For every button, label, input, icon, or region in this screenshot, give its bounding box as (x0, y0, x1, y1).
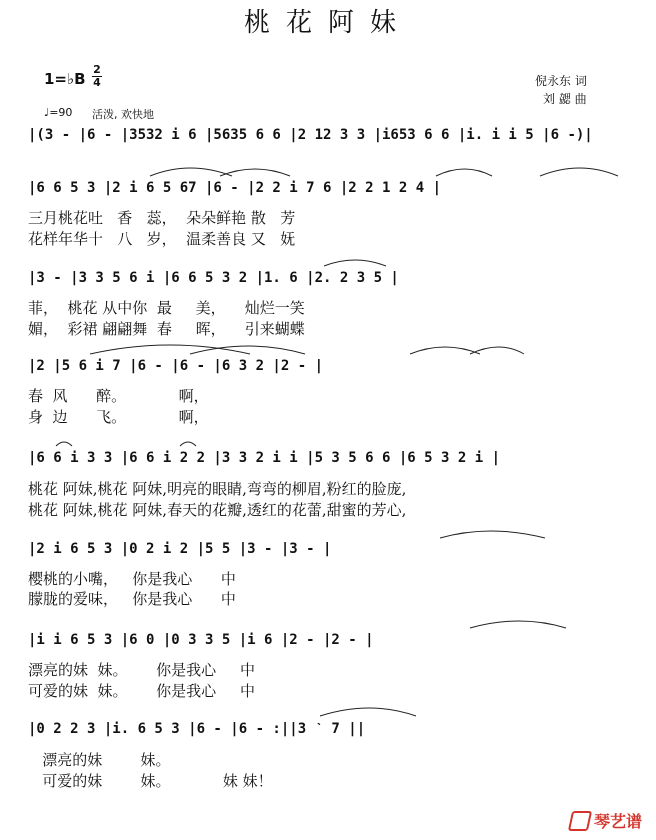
system-8-notes: |0 2 2 3 |i. 6 5 3 |6 - |6 - :||3 ˋ 7 || (28, 721, 366, 737)
system-8-lyrics-verse-1: 漂亮的妹 妹。 (28, 751, 171, 769)
system-3-lyrics-verse-2: 媚， 彩裙 翩翩舞 春 晖， 引来蝴蝶 (28, 320, 305, 338)
system-4-lyrics-verse-2: 身 边 飞。 啊， (28, 408, 209, 426)
system-6-notes: |2 i 6 5 3 |0 2 i 2 |5 5 |3 - |3 - | (28, 541, 332, 557)
system-5-notes: |6 6 i 3 3 |6 6 i 2 2 |3 3 2 i i |5 3 5 6 6 |6 5 3 2 i | (28, 450, 501, 466)
brand-watermark (570, 809, 642, 832)
system-7-lyrics-verse-2: 可爱的妹 妹。 你是我心 中 (28, 682, 255, 700)
system-3-notes: |3 - |3 3 5 6 i |6 6 5 3 2 |1. 6 |2. 2 3 5 | (28, 270, 399, 286)
system-3-lyrics-verse-1: 菲， 桃花 从中你 最 美， 灿烂一笑 (28, 299, 305, 317)
tempo-marking: ♩=90 (44, 106, 73, 119)
brand-logo-icon (568, 811, 592, 831)
system-4-lyrics-verse-1: 春 风 醉。 啊， (28, 387, 209, 405)
system-2-lyrics-verse-2: 花样年华十 八 岁， 温柔善良 又 妩 (28, 230, 296, 248)
system-6-lyrics-verse-2: 朦胧的爱味， 你是我心 中 (28, 590, 236, 608)
system-5-lyrics-verse-1: 桃花 阿妹,桃花 阿妹,明亮的眼睛,弯弯的柳眉,粉红的脸庞, (28, 480, 407, 498)
composer-credit: 刘 勰 曲 (543, 92, 587, 106)
system-7-notes: |i i 6 5 3 |6 0 |0 3 3 5 |i 6 |2 - |2 - | (28, 632, 374, 648)
system-8-lyrics-verse-2: 可爱的妹 妹。 妹 妹！ (28, 772, 273, 790)
system-7-lyrics-verse-1: 漂亮的妹 妹。 你是我心 中 (28, 661, 255, 679)
system-1-notes: |(3 - |6 - |3532 i 6 |5635 6 6 |2 12 3 3 |i653 6 6 |i. i i 5 |6 -)| (28, 127, 593, 143)
system-6-lyrics-verse-1: 樱桃的小嘴， 你是我心 中 (28, 570, 236, 588)
time-signature-top: 2 (93, 63, 101, 76)
system-4-notes: |2 |5 6 i 7 |6 - |6 - |6 3 2 |2 - | (28, 358, 324, 374)
brand-name: 琴艺谱 (593, 812, 642, 831)
system-2-notes: |6 6 5 3 |2 i 6 5 67 |6 - |2 2 i 7 6 |2 2 1 2 4 | (28, 180, 442, 196)
system-5-lyrics-verse-2: 桃花 阿妹,桃花 阿妹,春天的花瓣,透红的花蕾,甜蜜的芳心, (28, 501, 407, 519)
key-signature: 1=♭B (44, 70, 86, 88)
song-title: 桃花阿妹 (243, 8, 412, 38)
system-2-lyrics-verse-1: 三月桃花吐 香 蕊， 朵朵鲜艳 散 芳 (28, 209, 296, 227)
lyricist-credit: 倪永东 词 (535, 74, 587, 88)
expression-marking: 活泼, 欢快地 (92, 108, 154, 121)
time-signature-bottom: 4 (93, 76, 101, 89)
